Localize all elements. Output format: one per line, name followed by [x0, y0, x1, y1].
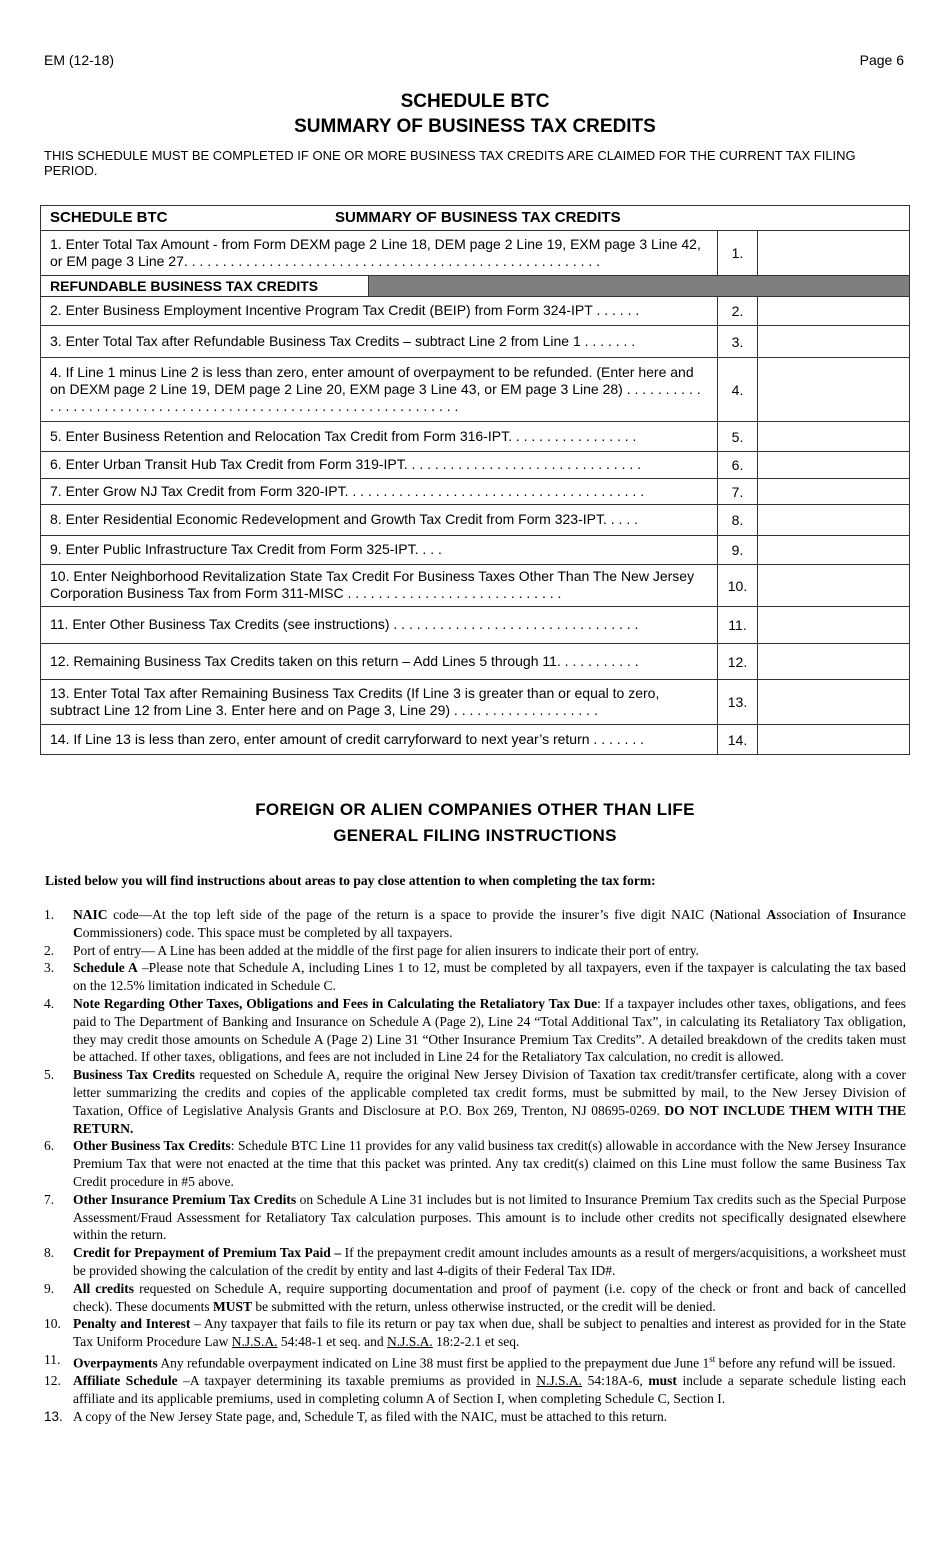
item-bold: Schedule A [73, 960, 138, 976]
statute-reference: N.J.S.A. [231, 1334, 278, 1350]
line-8-number: 8. [718, 505, 758, 536]
statute-reference: N.J.S.A. [387, 1334, 433, 1350]
table-row [41, 326, 910, 358]
line-3-amount-field[interactable] [758, 326, 910, 358]
line-4-amount-field[interactable] [758, 358, 910, 422]
line-11-amount-field[interactable] [758, 607, 910, 644]
item-text: 54:48-1 et seq. and [277, 1334, 388, 1350]
line-1-number: 1. [718, 231, 758, 276]
item-number: 3. [44, 960, 55, 976]
item-text: 54:18A-6, [582, 1373, 649, 1389]
list-item [44, 1191, 906, 1244]
line-3-description: 3. Enter Total Tax after Refundable Business Tax Credits – subtract Line 2 from Line 1 . . . . . . . [41, 326, 718, 358]
line-14-amount-field[interactable] [758, 725, 910, 755]
line-6-number: 6. [718, 452, 758, 479]
line-9-amount-field[interactable] [758, 536, 910, 565]
line-2-number: 2. [718, 297, 758, 326]
table-row [41, 607, 910, 644]
item-text: code—At the top left side of the page of the return is a space to provide the insurer’s five digit NAIC ( [107, 907, 715, 922]
form-id: EM (12-18) [44, 52, 115, 68]
item-bold: Penalty and Interest [73, 1316, 191, 1332]
table-row [41, 565, 910, 607]
item-bold: DO NOT INCLUDE THEM WITH THE RETURN. [73, 1102, 906, 1136]
line-11-description: 11. Enter Other Business Tax Credits (see instructions) . . . . . . . . . . . . . . . . . . . . . . . . . . . . . . . . [41, 607, 718, 644]
line-12-description: 12. Remaining Business Tax Credits taken on this return – Add Lines 5 through 11. . . . . . . . . . . [41, 644, 718, 680]
line-1-description: 1. Enter Total Tax Amount - from Form DEXM page 2 Line 18, DEM page 2 Line 19, EXM page 3 Line 42, or EM page 3 Line 27. . . . . . . . . . . . . . . . . . . . . . . . . . . . . . . . . . . . . . . . . . . . . . . . . . . . . . [41, 231, 718, 276]
list-item [44, 1315, 906, 1351]
item-text: requested on Schedule A, require the original New Jersey Division of Taxation tax credit/transfer certificate, along with a cover letter summarizing the credits and copies of the applicable completed tax credit forms, must be submitted by mail, to the New Jersey Division of Taxation, Office of Legislative Analysis Grants and Disclosure at P.O. Box 269, Trenton, NJ 08695-0269. [73, 1067, 906, 1118]
list-item [44, 906, 906, 942]
item-number: 10. [44, 1316, 61, 1332]
list-item [44, 1066, 906, 1137]
refundable-heading-row [41, 276, 910, 297]
item-bold: I [852, 907, 858, 922]
ordinal-superscript: st [709, 1353, 716, 1364]
line-1-amount-field[interactable] [758, 231, 910, 276]
table-row [41, 231, 910, 276]
line-4-number: 4. [718, 358, 758, 422]
line-14-number: 14. [718, 725, 758, 755]
item-text: 18:2-2.1 et seq. [432, 1334, 520, 1350]
table-row [41, 505, 910, 536]
schedule-title: SCHEDULE BTC [400, 91, 550, 112]
line-10-number: 10. [718, 565, 758, 607]
item-text: ssociation of [776, 907, 853, 922]
line-6-amount-field[interactable] [758, 452, 910, 479]
intro-text: THIS SCHEDULE MUST BE COMPLETED IF ONE OR MORE BUSINESS TAX CREDITS ARE CLAIMED FOR THE CURRENT TAX FILING PERIOD. [44, 148, 856, 178]
item-bold: NAIC [73, 907, 108, 922]
list-item [44, 1351, 906, 1372]
item-text: ational [724, 907, 767, 922]
item-bold: Overpayments [73, 1355, 158, 1371]
list-item [44, 1372, 906, 1408]
list-item [44, 995, 906, 1066]
item-text: be submitted with the return, unless otherwise instructed, or the credit will be denied. [251, 1298, 716, 1314]
line-5-number: 5. [718, 422, 758, 452]
item-text: –A taxpayer determining its taxable premiums as provided in [177, 1373, 537, 1389]
line-12-amount-field[interactable] [758, 644, 910, 680]
list-item [44, 1280, 906, 1316]
table-header-left: SCHEDULE BTC [50, 209, 168, 226]
line-5-description: 5. Enter Business Retention and Relocation Tax Credit from Form 316-IPT. . . . . . . . . . . . . . . . . [41, 422, 718, 452]
table-row [41, 452, 910, 479]
item-bold: Other Insurance Premium Tax Credits [73, 1191, 297, 1207]
line-13-number: 13. [718, 680, 758, 725]
item-text: : Schedule BTC Line 11 provides for any valid business tax credit(s) allowable in accordance with the New Jersey Insurance Premium Tax that were not enacted at the time that this packet was printed. Any tax credit(s) claimed on this Line must follow the same Business Tax Credit procedure in #5 above. [73, 1138, 906, 1189]
item-bold: Business Tax Credits [73, 1067, 195, 1083]
item-bold: All credits [73, 1280, 135, 1296]
line-10-description: 10. Enter Neighborhood Revitalization State Tax Credit For Business Taxes Other Than The New Jersey Corporation Business Tax from Form 311-MISC . . . . . . . . . . . . . . . . . . . . . . . . . . . . [41, 565, 718, 607]
item-number: 8. [44, 1245, 55, 1261]
item-bold: must [648, 1373, 677, 1389]
statute-reference: N.J.S.A. [536, 1373, 583, 1389]
item-text: ommissioners) code. This space must be completed by all taxpayers. [82, 924, 453, 940]
instructions-lead: Listed below you will find instructions about areas to pay close attention to when completing the tax form: [45, 873, 656, 888]
table-row [41, 297, 910, 326]
item-text: requested on Schedule A, require supporting documentation and proof of payment (i.e. copy of the check or front and back of cancelled check). These documents [73, 1280, 906, 1314]
item-number: 2. [44, 942, 55, 958]
line-11-number: 11. [718, 607, 758, 644]
line-6-description: 6. Enter Urban Transit Hub Tax Credit from Form 319-IPT. . . . . . . . . . . . . . . . . . . . . . . . . . . . . . . [41, 452, 718, 479]
item-text: – Any taxpayer that fails to file its return or pay tax when due, shall be subject to penalties and interest as provided for in the State Tax Uniform Procedure Law [73, 1316, 906, 1350]
item-number: 12. [44, 1373, 61, 1389]
item-bold: N [714, 907, 725, 922]
item-number: 6. [44, 1138, 55, 1154]
line-7-description: 7. Enter Grow NJ Tax Credit from Form 320-IPT. . . . . . . . . . . . . . . . . . . . . . . . . . . . . . . . . . . . . . . [41, 479, 718, 505]
instructions-subtitle: GENERAL FILING INSTRUCTIONS [333, 826, 617, 845]
schedule-subtitle: SUMMARY OF BUSINESS TAX CREDITS [294, 116, 656, 137]
instructions-title: FOREIGN OR ALIEN COMPANIES OTHER THAN LIFE [255, 800, 695, 819]
item-text: Port of entry— A Line has been added at the middle of the first page for alien insurers to indicate their port of entry. [73, 942, 699, 958]
refundable-heading-cell [41, 276, 910, 297]
item-number: 1. [44, 907, 55, 922]
line-13-description: 13. Enter Total Tax after Remaining Business Tax Credits (If Line 3 is greater than or equal to zero, subtract Line 12 from Line 3. Enter here and on Page 3, Line 29) . . . . . . . . . . . . . . . . . . . [41, 680, 718, 725]
item-number: 5. [44, 1067, 55, 1083]
list-item [44, 959, 906, 995]
line-13-amount-field[interactable] [758, 680, 910, 725]
instructions-list [44, 906, 906, 1426]
page-number: Page 6 [859, 52, 904, 68]
line-8-amount-field[interactable] [758, 505, 910, 536]
refundable-heading: REFUNDABLE BUSINESS TAX CREDITS [41, 276, 369, 296]
table-row [41, 358, 910, 422]
item-number: 9. [44, 1280, 55, 1296]
table-row [41, 725, 910, 755]
table-row [41, 536, 910, 565]
line-4-description: 4. If Line 1 minus Line 2 is less than zero, enter amount of overpayment to be refunded. (Enter here and on DEXM page 2 Line 19, DEM page 2 Line 20, EXM page 3 Line 43, or EM page 3 Line 28) . . . . . . . . . . . . . . . . . . . . . . . . . . . . . . . . . . . . . . . . . . . . . . . . . . . . . . . . . . . . . . . [41, 358, 718, 422]
list-item [44, 1408, 906, 1426]
line-10-amount-field[interactable] [758, 565, 910, 607]
line-14-description: 14. If Line 13 is less than zero, enter amount of credit carryforward to next year’s return . . . . . . . [41, 725, 718, 755]
item-bold: C [73, 924, 83, 940]
table-header-right: SUMMARY OF BUSINESS TAX CREDITS [335, 209, 621, 226]
line-9-number: 9. [718, 536, 758, 565]
line-8-description: 8. Enter Residential Economic Redevelopment and Growth Tax Credit from Form 323-IPT. . . . . [41, 505, 718, 536]
item-bold: MUST [212, 1298, 252, 1314]
item-bold: Affiliate Schedule [73, 1373, 178, 1389]
item-text: A copy of the New Jersey State page, and, Schedule T, as filed with the NAIC, must be attached to this return. [73, 1408, 668, 1424]
table-row [41, 479, 910, 505]
line-7-amount-field[interactable] [758, 479, 910, 505]
item-text: If the prepayment credit amount includes amounts as a result of mergers/acquisitions, a worksheet must be provided showing the calculation of the credit by entity and last 4-digits of their Federal Tax ID#. [73, 1245, 906, 1278]
line-2-description: 2. Enter Business Employment Incentive Program Tax Credit (BEIP) from Form 324-IPT . . . . . . [41, 297, 718, 326]
item-text: : If a taxpayer includes other taxes, obligations, and fees paid to The Department of Banking and Insurance on Schedule A (Page 2), Line 24 “Total Additional Tax”, in calculating its Retaliatory Tax obligation, they may credit those amounts on Schedule A (Page 2) Line 31 “Other Insurance Premium Tax Credits”. A detailed breakdown of the credits taken must be attached. If other taxes, obligations, and fees are not included in Line 24 for the Retaliatory Tax calculation, no credit is allowed. [73, 995, 906, 1065]
item-number: 13. [44, 1408, 63, 1424]
item-number: 4. [44, 995, 55, 1011]
line-9-description: 9. Enter Public Infrastructure Tax Credit from Form 325-IPT. . . . [41, 536, 718, 565]
item-number: 7. [44, 1191, 55, 1207]
line-3-number: 3. [718, 326, 758, 358]
item-text: before any refund will be issued. [715, 1355, 896, 1371]
list-item [44, 942, 906, 960]
table-header-row [41, 206, 910, 231]
item-bold: Note Regarding Other Taxes, Obligations and Fees in Calculating the Retaliatory Tax Due [73, 995, 598, 1011]
table-row [41, 644, 910, 680]
line-5-amount-field[interactable] [758, 422, 910, 452]
item-bold: Other Business Tax Credits [73, 1138, 231, 1154]
table-header [41, 206, 910, 231]
item-number: 11. [44, 1351, 61, 1367]
table-row [41, 422, 910, 452]
item-text: on Schedule A Line 31 includes but is not limited to Insurance Premium Tax credits such as the Special Purpose Assessment/Fraud Assessment for Retaliatory Tax calculation purposes. This amount is to include other credits not specifically designated elsewhere within the return. [73, 1191, 906, 1243]
item-bold: Credit for Prepayment of Premium Tax Paid – [73, 1245, 342, 1261]
item-bold: A [766, 907, 777, 922]
list-item [44, 1137, 906, 1190]
line-2-amount-field[interactable] [758, 297, 910, 326]
item-text: include a separate schedule listing each affiliate and its applicable premiums, used in completing column A of Section I, when completing Schedule C, Section I. [73, 1373, 906, 1407]
item-text: –Please note that Schedule A, including Lines 1 to 12, must be completed by all taxpayers, even if the taxpayer is calculating the tax based on the 12.5% limitation indicated in Schedule C. [73, 960, 907, 994]
line-12-number: 12. [718, 644, 758, 680]
schedule-btc-table [40, 205, 910, 755]
item-text: Any refundable overpayment indicated on Line 38 must first be applied to the prepayment due June 1 [157, 1355, 710, 1371]
item-text: nsurance [858, 907, 906, 922]
line-7-number: 7. [718, 479, 758, 505]
table-row [41, 680, 910, 725]
list-item [44, 1244, 906, 1280]
